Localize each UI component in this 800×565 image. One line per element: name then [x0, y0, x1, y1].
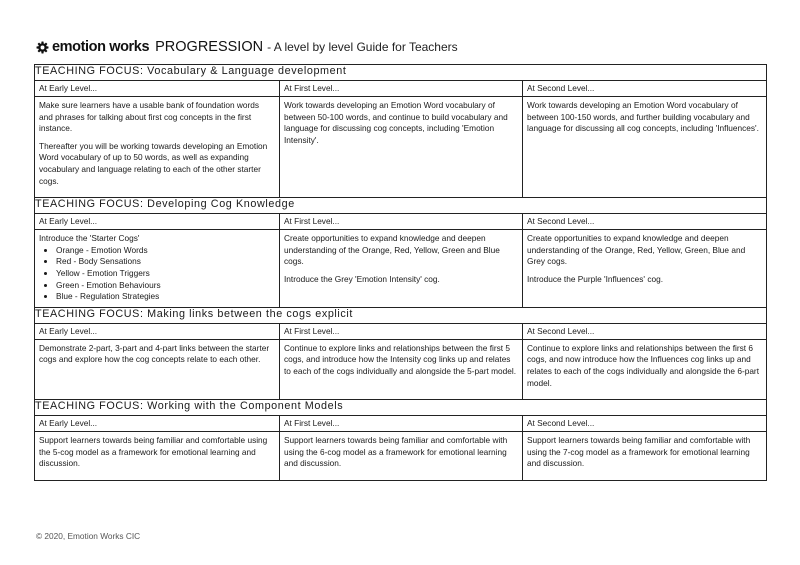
level-heading: At Second Level...	[523, 214, 766, 230]
level-heading: At Second Level...	[523, 324, 766, 340]
content-paragraph: Make sure learners have a usable bank of foundation words and phrases for talking about first cog concepts in the first instance.	[39, 100, 260, 134]
content-paragraph: Support learners towards being familiar and comfortable using the 5-cog model as a framework for emotional learning and discussion.	[39, 435, 268, 469]
content-paragraph: Support learners towards being familiar and comfortable with using the 6-cog model as a framework for emotional learning and discussion.	[284, 435, 508, 469]
starter-cog-list	[39, 245, 275, 303]
level-content	[523, 432, 766, 480]
content-paragraph: Create opportunities to expand knowledge and deepen understanding of the Orange, Red, Yellow, Green and Blue cogs.	[284, 233, 500, 267]
level-heading: At First Level...	[280, 214, 522, 230]
teaching-focus-heading: TEACHING FOCUS: Making links between the cogs explicit	[35, 307, 767, 323]
level-cell	[280, 81, 523, 198]
level-heading: At Early Level...	[35, 324, 279, 340]
level-content	[280, 97, 522, 156]
level-cell	[280, 323, 523, 399]
starter-cog-item: • Red - Body Sensations	[56, 256, 275, 268]
level-cell	[523, 214, 767, 308]
teaching-focus-heading: TEACHING FOCUS: Working with the Component Models	[35, 400, 767, 416]
content-paragraph: Create opportunities to expand knowledge and deepen understanding of the Orange, Red, Yellow, Green, Blue and Grey cogs.	[527, 233, 746, 267]
teaching-focus-heading: TEACHING FOCUS: Vocabulary & Language development	[35, 65, 767, 81]
cog-logo-icon	[36, 41, 49, 54]
content-paragraph: Continue to explore links and relationships between the first 6 cogs, and now introduce how the Influences cog links up and relates to each of the cogs individually and alongside the 6-part model.	[527, 342, 760, 388]
content-paragraph: Support learners towards being familiar and comfortable with using the 7-cog model as a framework for emotional learning and discussion.	[527, 435, 751, 469]
level-cell	[280, 214, 523, 308]
level-cell	[35, 214, 280, 308]
level-content	[523, 340, 766, 399]
level-cell	[523, 81, 767, 198]
level-heading: At Early Level...	[35, 416, 279, 432]
level-heading: At Second Level...	[523, 416, 766, 432]
level-cell	[35, 323, 280, 399]
level-heading: At First Level...	[280, 416, 522, 432]
level-cell	[280, 416, 523, 481]
document-header	[36, 36, 458, 58]
starter-cog-item: • Green - Emotion Behaviours	[56, 280, 275, 292]
page-title: PROGRESSION	[155, 39, 264, 55]
level-content	[523, 230, 766, 295]
content-paragraph: Work towards developing an Emotion Word vocabulary of between 100-150 words, and further building vocabulary and language for discussing all cog concepts, including 'Influences'.	[527, 100, 759, 134]
level-content	[35, 432, 279, 480]
logo	[36, 39, 149, 55]
starter-cog-item: • Blue - Regulation Strategies	[56, 291, 275, 303]
level-cell	[35, 416, 280, 481]
level-content	[35, 340, 279, 376]
content-paragraph: Work towards developing an Emotion Word vocabulary of between 50-100 words, and continue to build vocabulary and language for discussing cog concepts, including 'Emotion Intensity'.	[284, 100, 508, 145]
content-paragraph: Continue to explore links and relationships between the first 5 cogs, and introduce how the Intensity cog links up and relates to each of the cogs individually and alongside the 5-part model.	[284, 342, 517, 376]
level-heading: At First Level...	[280, 81, 522, 97]
page-subtitle: - A level by level Guide for Teachers	[267, 40, 458, 54]
teaching-focus-heading: TEACHING FOCUS: Developing Cog Knowledge	[35, 198, 767, 214]
copyright-footer: © 2020, Emotion Works CIC	[36, 531, 141, 541]
level-content	[280, 432, 522, 480]
level-content	[35, 97, 279, 197]
level-content	[523, 97, 766, 145]
starter-cog-item: • Orange - Emotion Words	[56, 245, 275, 257]
content-paragraph: Introduce the 'Starter Cogs'	[39, 233, 140, 244]
starter-cog-item: • Yellow - Emotion Triggers	[56, 268, 275, 280]
content-paragraph: Introduce the Grey 'Emotion Intensity' cog.	[284, 273, 440, 284]
level-cell	[523, 323, 767, 399]
level-content	[35, 230, 279, 307]
level-heading: At Early Level...	[35, 81, 279, 97]
level-cell	[35, 81, 280, 198]
level-heading: At Early Level...	[35, 214, 279, 230]
content-paragraph: Introduce the Purple 'Influences' cog.	[527, 273, 664, 284]
level-cell	[523, 416, 767, 481]
content-paragraph: Demonstrate 2-part, 3-part and 4-part links between the starter cogs and explore how the cog concepts relate to each other.	[39, 342, 270, 365]
logo-text: emotion works	[52, 39, 150, 55]
level-heading: At First Level...	[280, 324, 522, 340]
level-heading: At Second Level...	[523, 81, 766, 97]
content-paragraph: Thereafter you will be working towards developing an Emotion Word vocabulary of up to 50 words, as well as expanding vocabulary and language relating to each of the other starter cogs.	[39, 140, 268, 186]
level-content	[280, 340, 522, 388]
level-content	[280, 230, 522, 295]
progression-table	[34, 64, 767, 481]
